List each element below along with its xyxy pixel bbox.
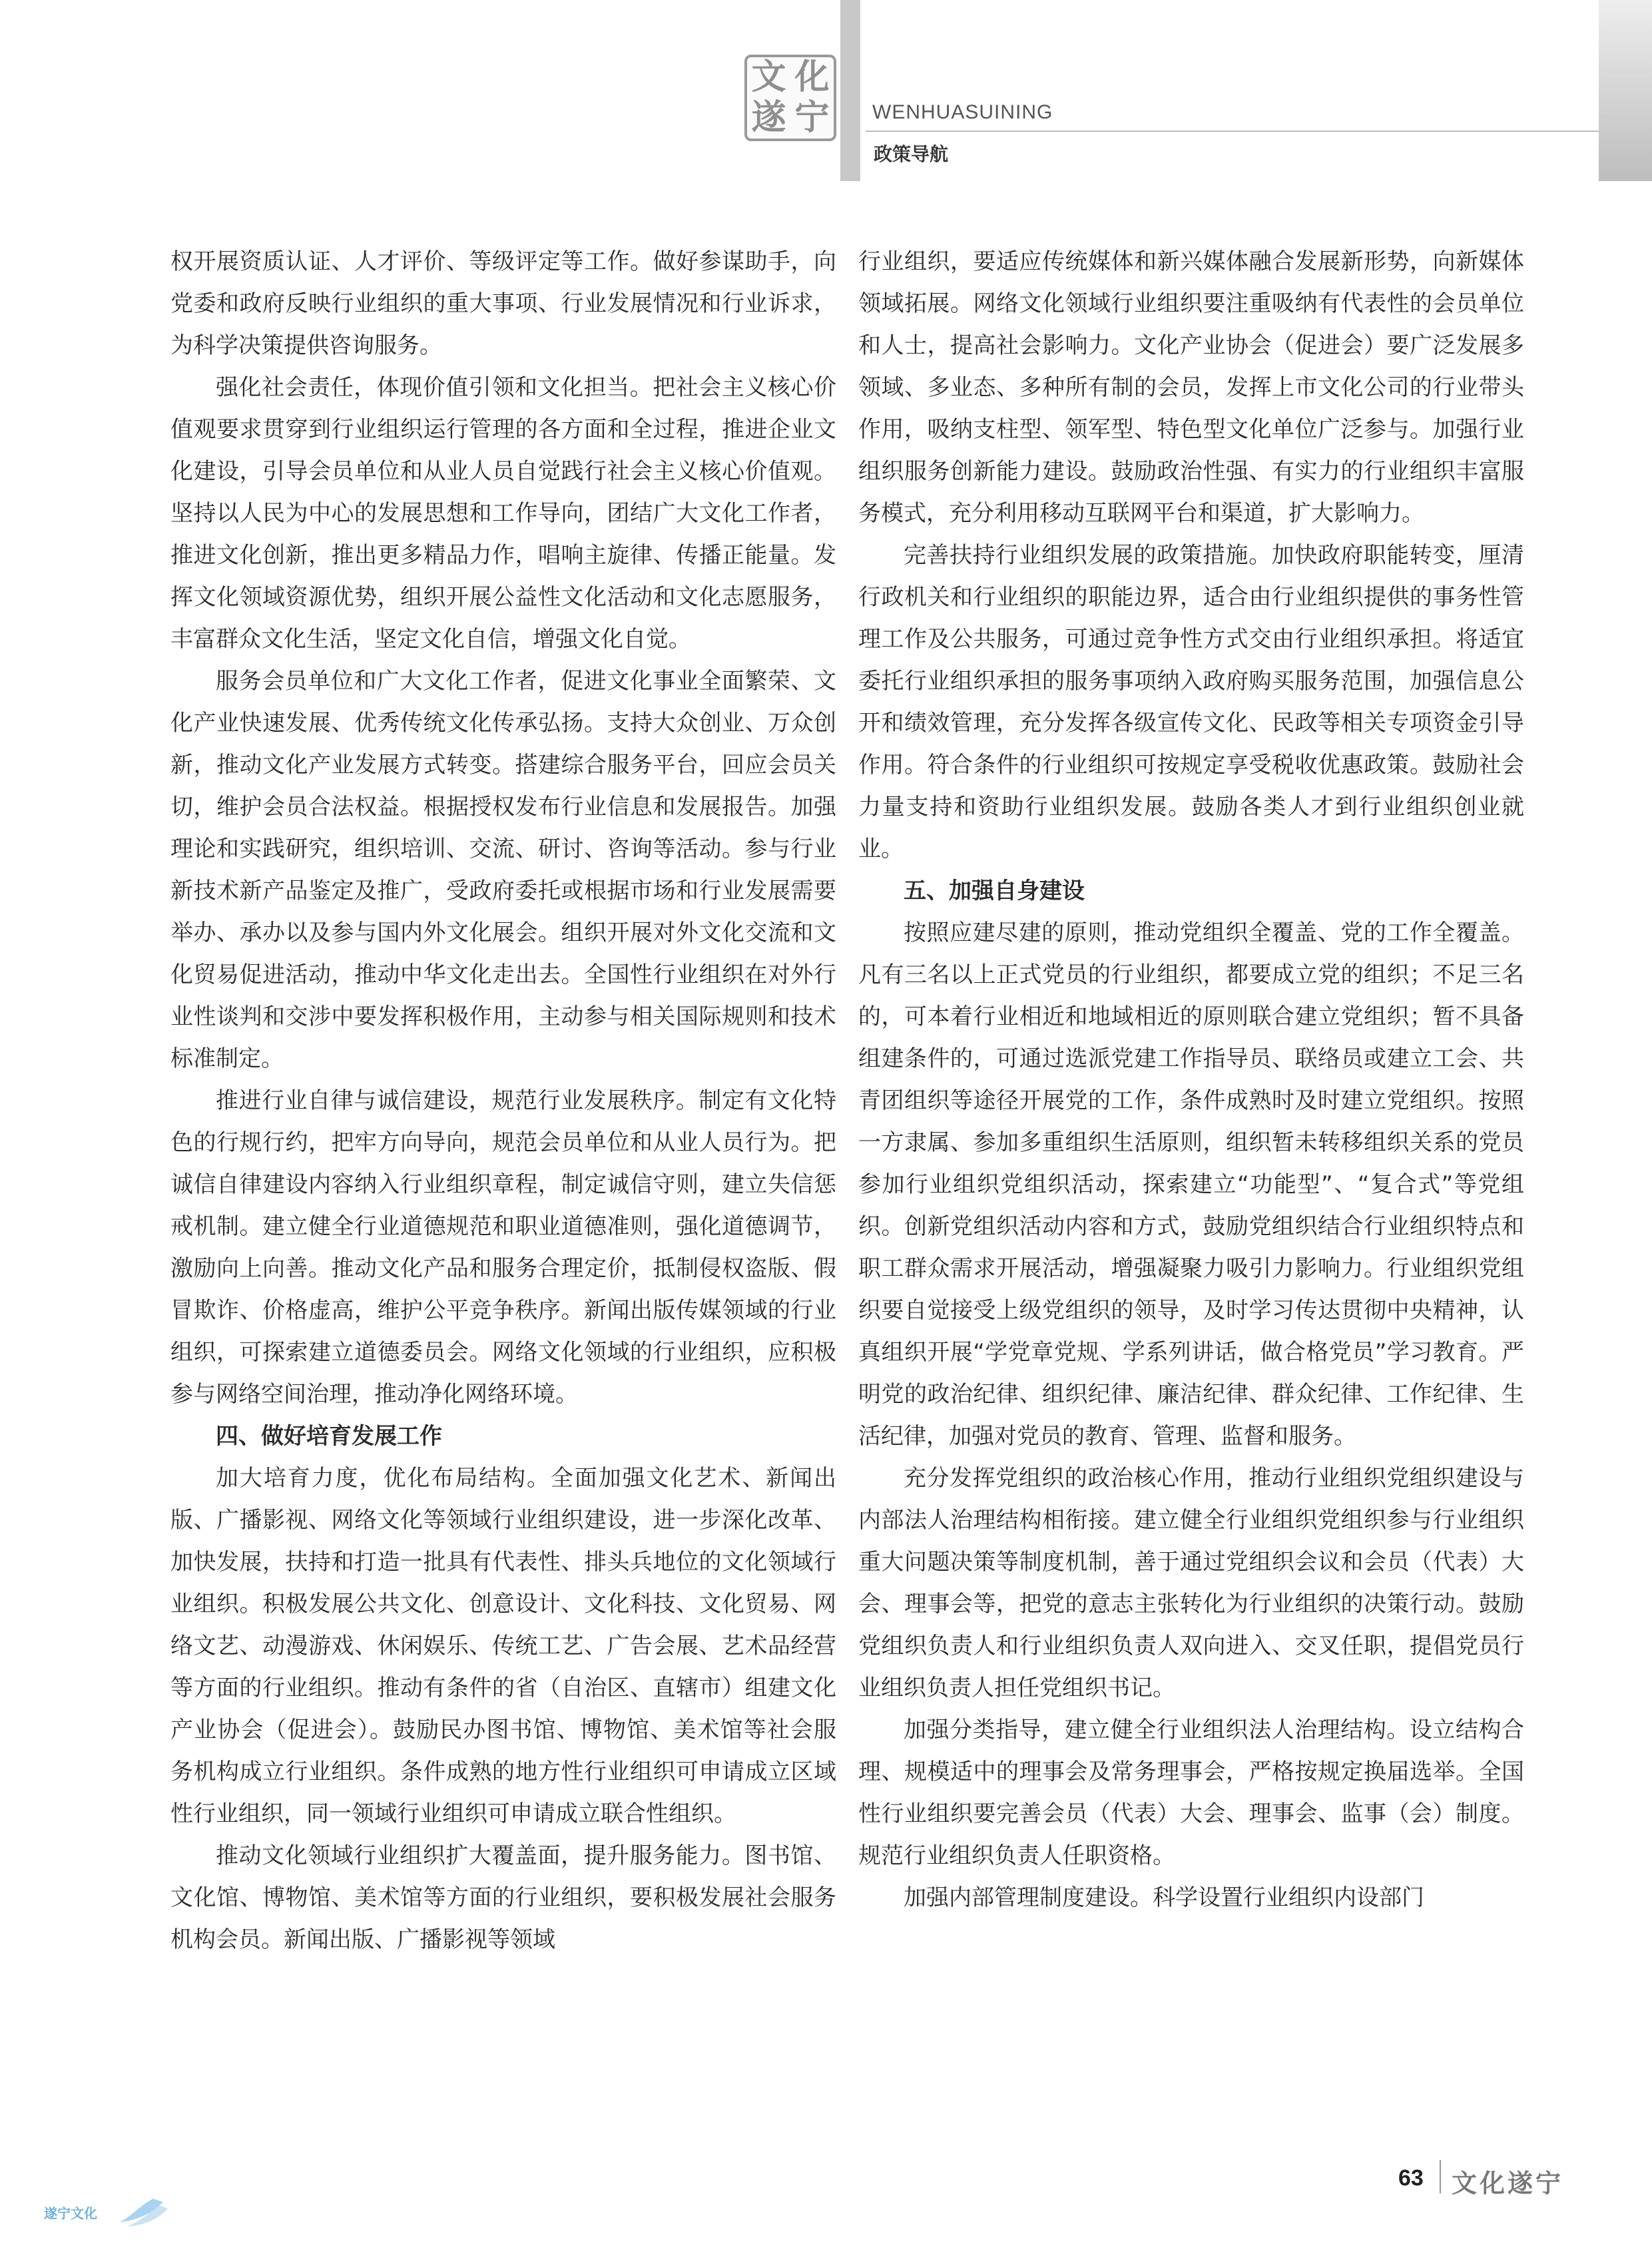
section-heading: 五、加强自身建设	[904, 878, 1085, 904]
paragraph: 推进行业自律与诚信建设，规范行业发展秩序。制定有文化特色的行规行约，把牢方向导向，规范会员单位和从业人员行为。把诚信自律建设内容纳入行业组织章程，制定诚信守则，建立失信惩戒机制。建立健全行业道德规范和职业道德准则，强化道德调节，激励向上向善。推动文化产品和服务合理定价，抵制侵权盗版、假冒欺诈、价格虚高，维护公平竞争秩序。新闻出版传媒领域的行业组织，可探索建立道德委员会。网络文化领域的行业组织，应积极参与网络空间治理，推动净化网络环境。	[170, 1087, 836, 1408]
magazine-logo	[744, 55, 836, 141]
logo-char: 宁	[794, 97, 830, 138]
watermark-text: 遂宁文化	[44, 2205, 97, 2221]
paragraph: 加强分类指导，建立健全行业组织法人治理结构。设立结构合理、规模适中的理事会及常务理事会，严格按规定换届选举。全国性行业组织要完善会员（代表）大会、理事会、监事（会）制度。规范行业组织负责人任职资格。	[858, 1717, 1524, 1869]
paragraph: 充分发挥党组织的政治核心作用，推动行业组织党组织建设与内部法人治理结构相衔接。建立健全行业组织党组织参与行业组织重大问题决策等制度机制，善于通过党组织会议和会员（代表）大会、理事会等，把党的意志主张转化为行业组织的决策行动。鼓励党组织负责人和行业组织负责人双向进入、交叉任职，提倡党员行业组织负责人担任党组织书记。	[858, 1465, 1524, 1701]
footer-divider	[1440, 2160, 1441, 2193]
paragraph: 加强内部管理制度建设。科学设置行业组织内设部门	[904, 1884, 1424, 1911]
header-vertical-rule	[840, 0, 860, 181]
paragraph: 完善扶持行业组织发展的政策措施。加快政府职能转变，厘清行政机关和行业组织的职能边界，适合由行业组织提供的事务性管理工作及公共服务，可通过竞争性方式交由行业组织承担。将适宜委托行业组织承担的服务事项纳入政府购买服务范围，加强信息公开和绩效管理，充分发挥各级宣传文化、民政等相关专项资金引导作用。符合条件的行业组织可按规定享受税收优惠政策。鼓励社会力量支持和资助行业组织发展。鼓励各类人才到行业组织创业就业。	[858, 542, 1524, 862]
section-heading: 四、做好培育发展工作	[216, 1423, 442, 1450]
logo-char: 文	[751, 57, 786, 97]
paragraph: 强化社会责任，体现价值引领和文化担当。把社会主义核心价值观要求贯穿到行业组织运行管理的各方面和全过程，推进企业文化建设，引导会员单位和从业人员自觉践行社会主义核心价值观。坚持以人民为中心的发展思想和工作导向，团结广大文化工作者，推进文化创新，推出更多精品力作，唱响主旋律、传播正能量。发挥文化领域资源优势，组织开展公益性文化活动和文化志愿服务，丰富群众文化生活，坚定文化自信，增强文化自觉。	[170, 374, 836, 653]
paragraph: 加大培育力度，优化布局结构。全面加强文化艺术、新闻出版、广播影视、网络文化等领域行业组织建设，进一步深化改革、加快发展，扶持和打造一批具有代表性、排头兵地位的文化领域行业组织。积极发展公共文化、创意设计、文化科技、文化贸易、网络文艺、动漫游戏、休闲娱乐、传统工艺、广告会展、艺术品经营等方面的行业组织。推动有条件的省（自治区、直辖市）组建文化产业协会（促进会）。鼓励民办图书馆、博物馆、美术馆等社会服务机构成立行业组织。条件成熟的地方性行业组织可申请成立区域性行业组织，同一领域行业组织可申请成立联合性组织。	[170, 1465, 836, 1827]
paragraph: 推动文化领域行业组织扩大覆盖面，提升服务能力。图书馆、文化馆、博物馆、美术馆等方面的行业组织，要积极发展社会服务机构会员。新闻出版、广播影视等领域	[170, 1842, 836, 1953]
header-divider	[866, 131, 1599, 132]
footer-magazine-name: 文化遂宁	[1452, 2168, 1564, 2198]
paragraph: 按照应建尽建的原则，推动党组织全覆盖、党的工作全覆盖。凡有三名以上正式党员的行业组织，都要成立党的组织；不足三名的，可本着行业相近和地域相近的原则联合建立党组织；暂不具备组建条件的，可通过选派党建工作指导员、联络员或建立工会、共青团组织等途径开展党的工作，条件成熟时及时建立党组织。按照一方隶属、参加多重组织生活原则，组织暂未转移组织关系的党员参加行业组织党组织活动，探索建立“功能型”、“复合式”等党组织。创新党组织活动内容和方式，鼓励党组织结合行业组织特点和职工群众需求开展活动，增强凝聚力吸引力影响力。行业组织党组织要自觉接受上级党组织的领导，及时学习传达贯彻中央精神，认真组织开展“学党章党规、学系列讲话，做合格党员”学习教育。严明党的政治纪律、组织纪律、廉洁纪律、群众纪律、工作纪律、生活纪律，加强对党员的教育、管理、监督和服务。	[858, 920, 1524, 1450]
page-number: 63	[1398, 2165, 1424, 2191]
magazine-english-title: WENHUASUINING	[872, 101, 1053, 123]
header-corner-band	[1599, 0, 1652, 181]
left-column	[170, 241, 836, 1961]
logo-char: 遂	[751, 97, 786, 138]
paragraph: 权开展资质认证、人才评价、等级评定等工作。做好参谋助手，向党委和政府反映行业组织的重大事项、行业发展情况和行业诉求，为科学决策提供咨询服务。	[170, 248, 836, 359]
logo-char: 化	[794, 57, 830, 97]
right-column	[858, 241, 1524, 1919]
paragraph: 服务会员单位和广大文化工作者，促进文化事业全面繁荣、文化产业快速发展、优秀传统文化传承弘扬。支持大众创业、万众创新，推动文化产业发展方式转变。搭建综合服务平台，回应会员关切，维护会员合法权益。根据授权发布行业信息和发展报告。加强理论和实践研究，组织培训、交流、研讨、咨询等活动。参与行业新技术新产品鉴定及推广，受政府委托或根据市场和行业发展需要举办、承办以及参与国内外文化展会。组织开展对外文化交流和文化贸易促进活动，推动中华文化走出去。全国性行业组织在对外行业性谈判和交涉中要发挥积极作用，主动参与相关国际规则和技术标准制定。	[170, 668, 836, 1072]
paragraph: 行业组织，要适应传统媒体和新兴媒体融合发展新形势，向新媒体领域拓展。网络文化领域行业组织要注重吸纳有代表性的会员单位和人士，提高社会影响力。文化产业协会（促进会）要广泛发展多领域、多业态、多种所有制的会员，发挥上市文化公司的行业带头作用，吸纳支柱型、领军型、特色型文化单位广泛参与。加强行业组织服务创新能力建设。鼓励政治性强、有实力的行业组织丰富服务模式，充分利用移动互联网平台和渠道，扩大影响力。	[858, 248, 1524, 527]
section-title: 政策导航	[874, 143, 949, 165]
